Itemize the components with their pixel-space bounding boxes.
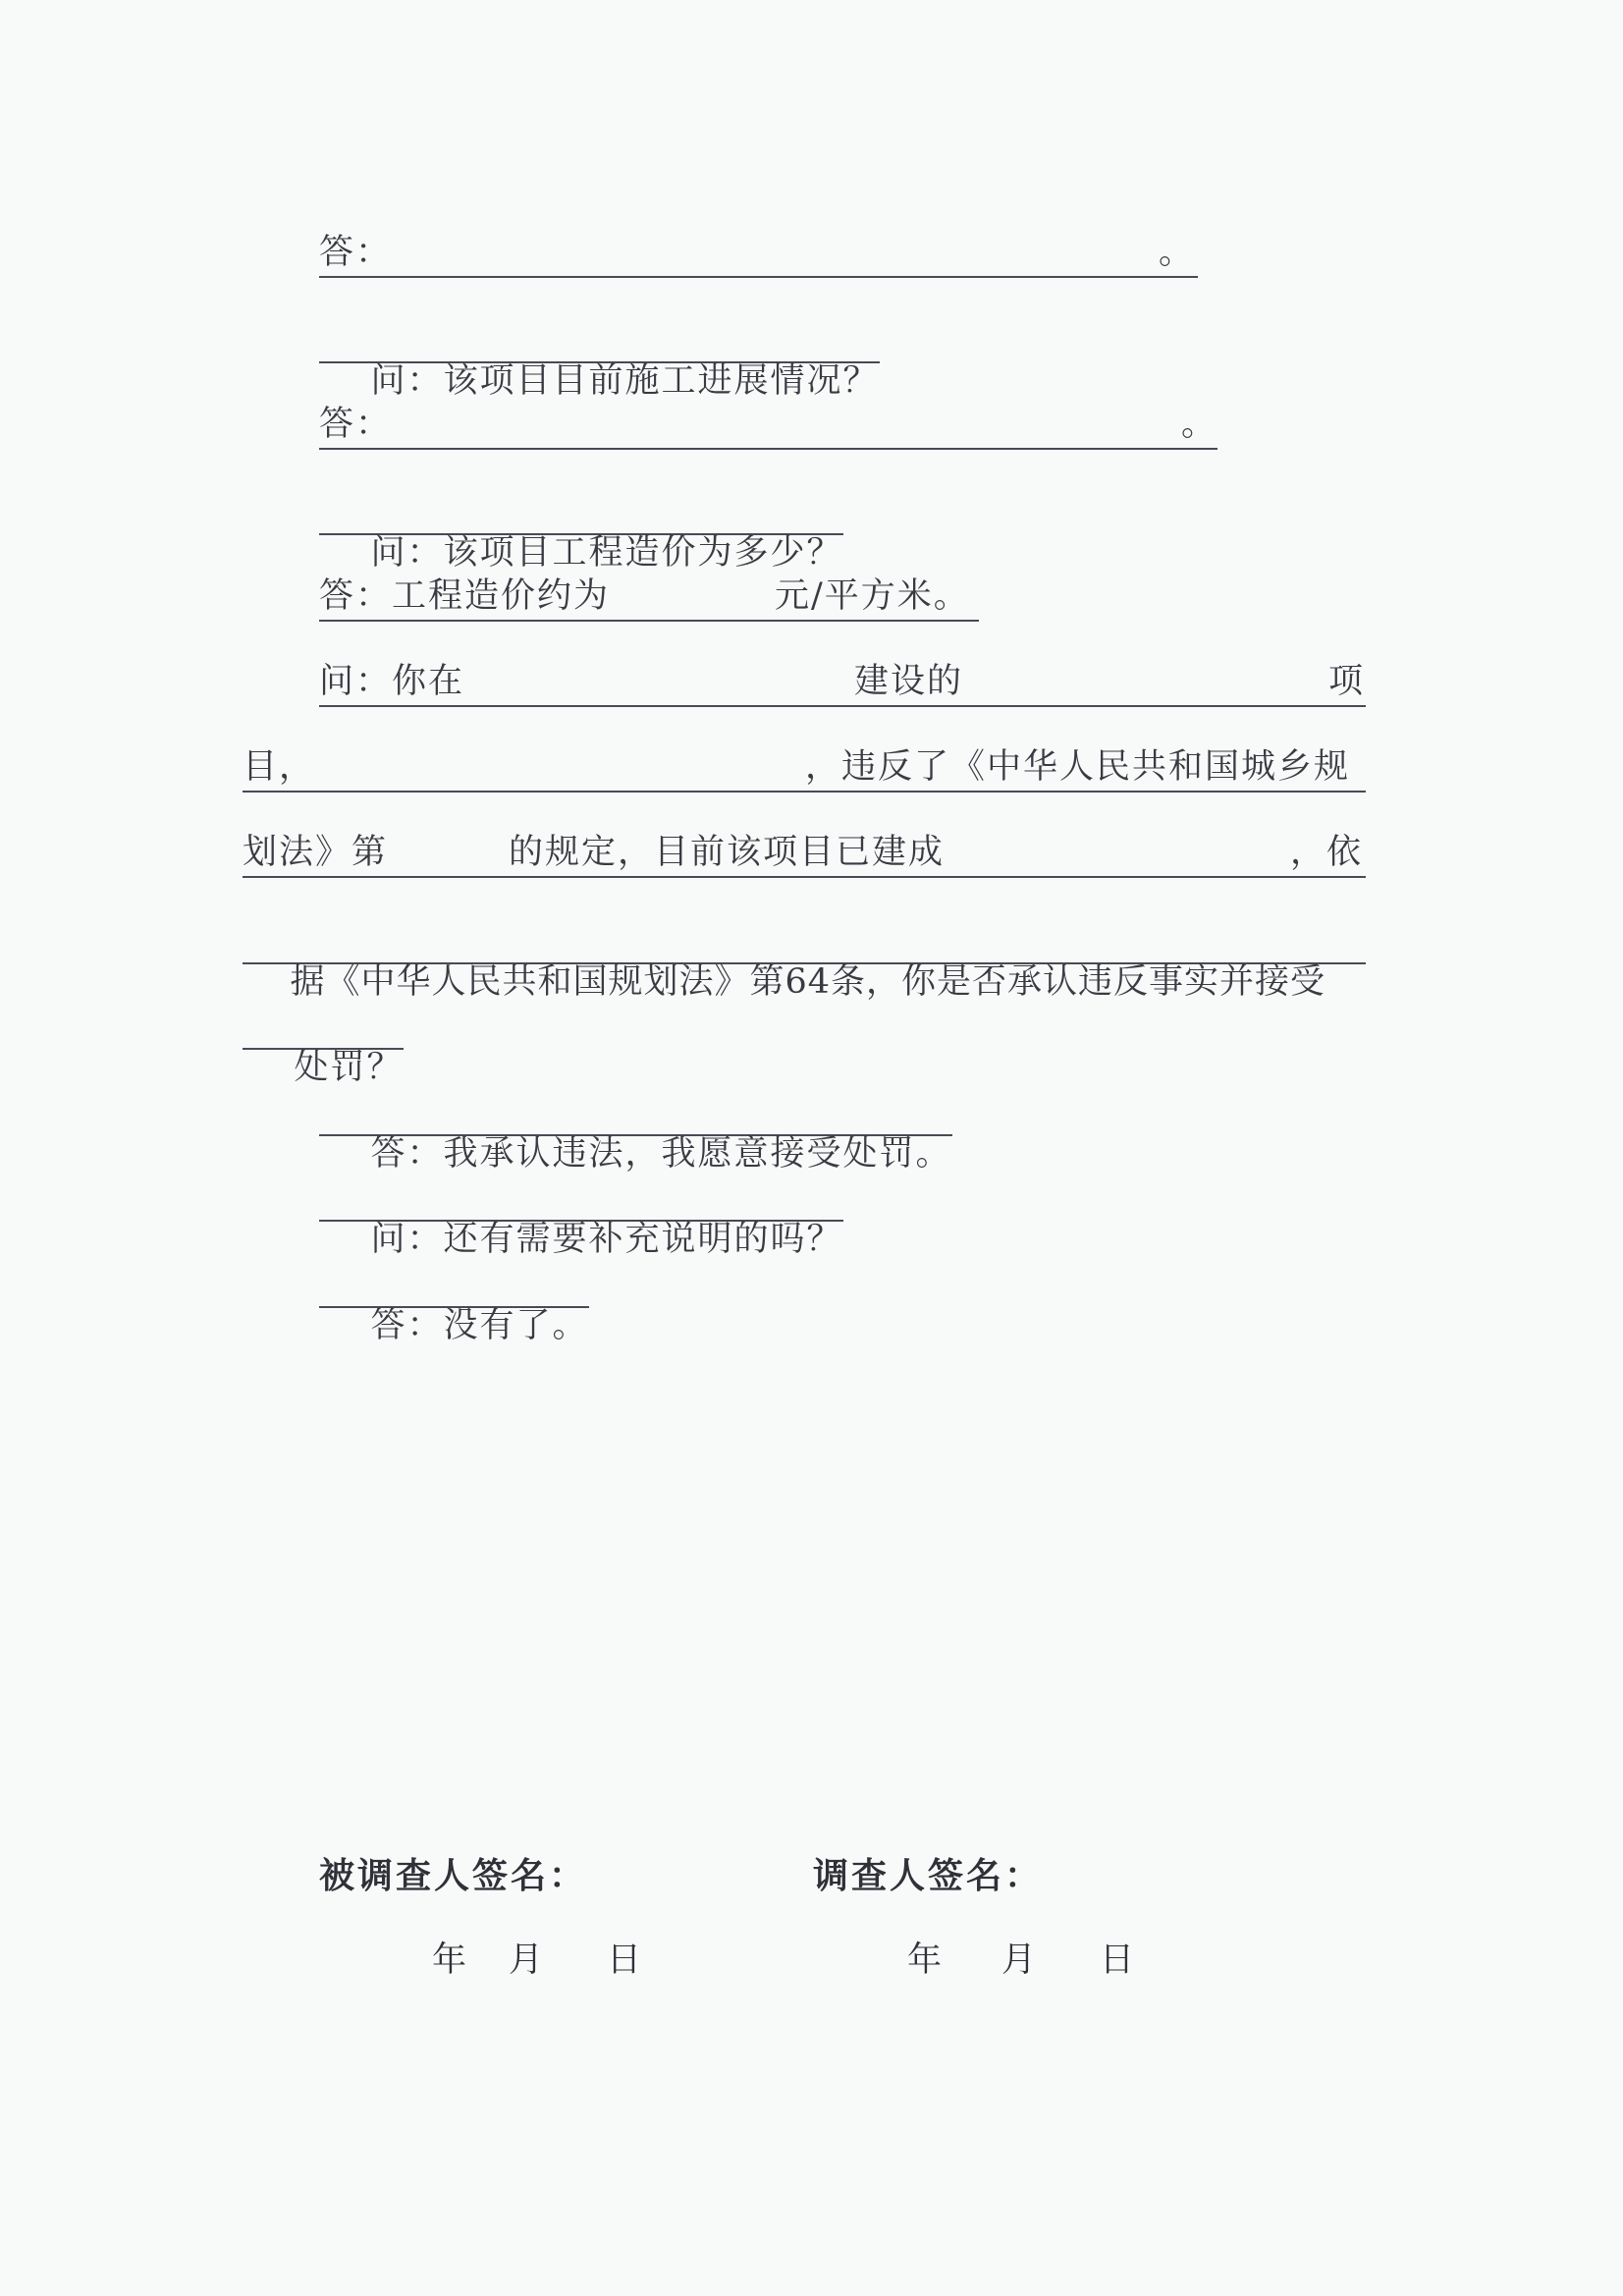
answer-line-3 [319,574,979,622]
month-label: 月 [509,1941,544,1980]
question-line-4 [319,1175,843,1259]
year-label: 年 [907,1941,943,1980]
answer-line-4 [319,1089,952,1174]
question-line-3a [319,660,1366,707]
question-text: 处罚？ [294,1048,404,1087]
answer-label: 答： [319,233,393,272]
question-text: 划法》第 [243,833,389,872]
answer-text: 答：没有了。 [370,1306,589,1345]
year-label: 年 [432,1941,467,1980]
question-text: 问：该项目目前施工进展情况？ [370,361,880,401]
question-text: ，违反了《中华人民共和国城乡规 [805,747,1351,787]
question-line-3d [243,917,1366,1002]
question-text: 的规定，目前该项目已建成 [509,833,946,872]
question-line-3b [243,745,1366,793]
question-text: 问：你在 [319,662,465,701]
period: 。 [1181,405,1218,444]
question-text: 目， [243,747,316,787]
question-text: 问：该项目工程造价为多少？ [370,533,843,573]
answer-text: 答：工程造价约为 [319,576,611,616]
question-text: 据《中华人民共和国规划法》第64条，你是否承认违反事实并接受 [290,962,1326,1002]
question-line-3c [243,831,1366,878]
question-text: 建设的 [854,662,964,701]
investigator-signature-label: 调查人签名： [813,1856,1044,1896]
question-line-1 [319,316,880,401]
answer-line-5 [319,1261,589,1345]
day-label: 日 [1100,1941,1135,1980]
question-text: ，依 [1290,833,1364,872]
unit-text: 元/平方米。 [775,576,970,616]
answer-text: 答：我承认违法，我愿意接受处罚。 [370,1134,952,1174]
month-label: 月 [1001,1941,1037,1980]
answer-line-2 [319,403,1217,450]
question-line-3e [243,1003,404,1087]
answer-label: 答： [319,405,393,444]
period: 。 [1159,233,1196,272]
day-label: 日 [607,1941,642,1980]
answer-line-1 [319,231,1198,278]
question-text: 项 [1328,662,1366,701]
question-line-2 [319,488,843,573]
respondent-signature-label: 被调查人签名： [319,1856,588,1896]
question-text: 问：还有需要补充说明的吗？ [370,1220,843,1259]
